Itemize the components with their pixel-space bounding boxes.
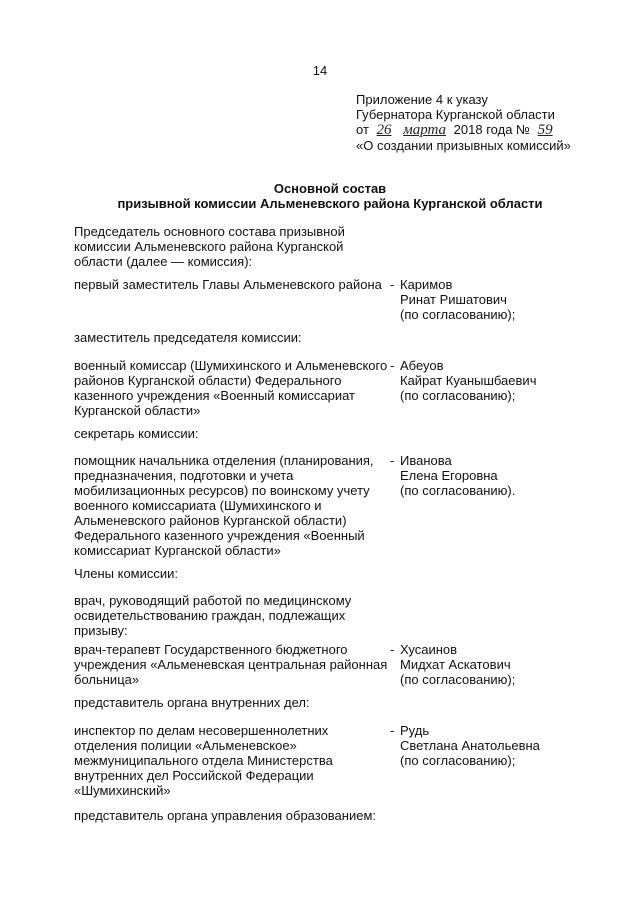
position-line: Федерального казенного учреждения «Военный: [74, 528, 365, 543]
document-title: [0, 181, 640, 211]
appendix-decree-line: [356, 122, 626, 138]
handwritten-day: 26: [376, 122, 392, 138]
title-line-2: призывной комиссии Альменевского района Курганской области: [117, 196, 543, 211]
position-line: секретарь комиссии:: [74, 426, 199, 441]
handwritten-number: 59: [537, 122, 553, 138]
surname-text: Каримов: [400, 277, 453, 292]
person-surname: [390, 277, 630, 292]
person-line: Ринат Ришатович: [400, 292, 507, 307]
position-line: межмуниципального отдела Министерства: [74, 753, 333, 768]
entry-position: [74, 277, 386, 292]
position-line: Председатель основного состава призывной: [74, 224, 345, 239]
position-line: Члены комиссии:: [74, 566, 179, 581]
entry-position: [74, 723, 386, 798]
person-surname: [390, 453, 630, 468]
person-surname: [390, 642, 630, 657]
person-line: Светлана Анатольевна: [400, 738, 540, 753]
position-line: «Шумихинский»: [74, 783, 171, 798]
entry-position: [74, 695, 386, 710]
position-line: помощник начальника отделения (планирования,: [74, 453, 374, 468]
year-label: 2018 года №: [453, 122, 530, 137]
handwritten-month: марта: [403, 122, 447, 138]
person-line: Кайрат Куанышбаевич: [400, 373, 537, 388]
entry-person: [390, 358, 630, 403]
surname-text: Рудь: [400, 723, 430, 738]
position-line: казенного учреждения «Военный комиссариат: [74, 388, 355, 403]
entry-person: [390, 642, 630, 687]
position-line: врач-терапевт Государственного бюджетного: [74, 642, 348, 657]
appendix-line-1: Приложение 4 к указу: [356, 92, 488, 107]
entry-person: [390, 277, 630, 322]
entry-position: [74, 358, 386, 418]
from-label: от: [356, 122, 369, 137]
position-line: предназначения, подготовки и учета: [74, 468, 294, 483]
appendix-header: [356, 92, 626, 153]
surname-text: Иванова: [400, 453, 452, 468]
position-line: представитель органа внутренних дел:: [74, 695, 310, 710]
entry-position: [74, 224, 386, 269]
person-surname: [390, 358, 630, 373]
person-line: (по согласованию);: [400, 307, 516, 322]
position-line: Курганской области»: [74, 403, 201, 418]
person-surname: [390, 723, 630, 738]
position-line: освидетельствованию граждан, подлежащих: [74, 608, 346, 623]
entry-position: [74, 566, 386, 581]
surname-text: Хусаинов: [400, 642, 458, 657]
position-line: области (далее — комиссия):: [74, 254, 253, 269]
appendix-line-4: «О создании призывных комиссий»: [356, 138, 571, 153]
person-line: (по согласованию).: [400, 483, 516, 498]
person-line: Мидхат Аскатович: [400, 657, 511, 672]
person-line: Елена Егоровна: [400, 468, 498, 483]
position-line: Альменевского районов Курганской области): [74, 513, 347, 528]
position-line: военного комиссариата (Шумихинского и: [74, 498, 322, 513]
dash-mark: -: [390, 723, 395, 738]
position-line: мобилизационных ресурсов) по воинскому учету: [74, 483, 370, 498]
entry-position: [74, 808, 386, 823]
position-line: врач, руководящий работой по медицинскому: [74, 593, 352, 608]
entry-position: [74, 642, 386, 687]
entry-position: [74, 453, 386, 558]
dash-mark: -: [390, 642, 395, 657]
entry-position: [74, 330, 386, 345]
person-line: (по согласованию);: [400, 753, 516, 768]
position-line: больница»: [74, 672, 140, 687]
position-line: внутренних дел Российской Федерации: [74, 768, 314, 783]
position-line: учреждения «Альменевская центральная районная: [74, 657, 388, 672]
position-line: представитель органа управления образованием:: [74, 808, 377, 823]
surname-text: Абеуов: [400, 358, 444, 373]
entry-position: [74, 593, 386, 638]
page-number: 14: [312, 63, 328, 78]
position-line: отделения полиции «Альменевское»: [74, 738, 297, 753]
person-line: (по согласованию);: [400, 388, 516, 403]
dash-mark: -: [390, 453, 395, 468]
entry-person: [390, 453, 630, 498]
position-line: призыву:: [74, 623, 128, 638]
dash-mark: -: [390, 277, 395, 292]
entry-person: [390, 723, 630, 768]
title-line-1: Основной состав: [273, 181, 387, 196]
appendix-line-2: Губернатора Курганской области: [356, 107, 555, 122]
position-line: заместитель председателя комиссии:: [74, 330, 302, 345]
person-line: (по согласованию);: [400, 672, 516, 687]
position-line: районов Курганской области) Федерального: [74, 373, 342, 388]
position-line: комиссариат Курганской области»: [74, 543, 281, 558]
position-line: инспектор по делам несовершеннолетних: [74, 723, 329, 738]
entry-position: [74, 426, 386, 441]
position-line: военный комиссар (Шумихинского и Альменевского: [74, 358, 388, 373]
position-line: первый заместитель Главы Альменевского района: [74, 277, 382, 292]
position-line: комиссии Альменевского района Курганской: [74, 239, 344, 254]
dash-mark: -: [390, 358, 395, 373]
